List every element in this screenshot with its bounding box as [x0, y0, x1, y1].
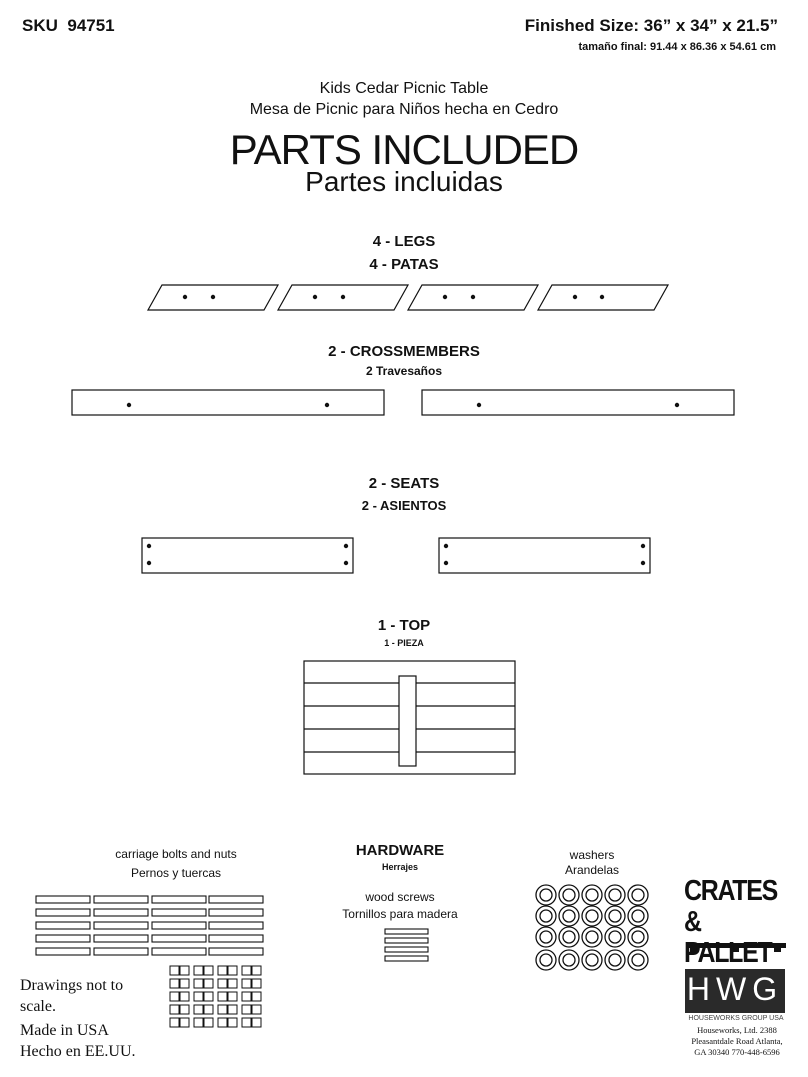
address	[672, 1025, 802, 1058]
legs-label-es: 4 - PATAS	[369, 256, 439, 273]
sku-number: 94751	[67, 16, 115, 35]
address-line: Pleasantdale Road Atlanta,	[691, 1036, 783, 1046]
note-line: scale.	[20, 998, 56, 1015]
crates-pallet-logo	[684, 875, 777, 969]
finished-size-es: tamaño final: 91.44 x 86.36 x 54.61 cm	[578, 41, 776, 53]
leg-part	[538, 285, 668, 310]
notes	[20, 975, 136, 1062]
product-name: Kids Cedar Picnic Table	[319, 80, 489, 97]
hwg-logo: HWG	[686, 971, 784, 1007]
seat-part	[439, 538, 650, 573]
group-name: HOUSEWORKS GROUP USA	[688, 1015, 784, 1022]
crossmembers-label-es: 2 Travesaños	[365, 364, 443, 378]
seats-label: 2 - SEATS	[368, 475, 440, 492]
wood-screws-drawing	[385, 929, 428, 961]
note-line: Hecho en EE.UU.	[20, 1043, 136, 1060]
note-line: Made in USA	[20, 1022, 109, 1039]
washers-label: washers	[569, 848, 615, 862]
carriage-bolts-drawing	[36, 896, 263, 955]
screws-label: wood screws	[365, 890, 435, 904]
washers-label-es: Arandelas	[564, 863, 620, 877]
crossmembers-label: 2 - CROSSMEMBERS	[328, 343, 480, 360]
crossmember-part	[422, 390, 734, 415]
bolts-label: carriage bolts and nuts	[115, 847, 237, 861]
sku-label: SKU	[22, 16, 58, 35]
product-name-es: Mesa de Picnic para Niños hecha en Cedro	[249, 101, 559, 118]
legs-label: 4 - LEGS	[372, 233, 436, 250]
page-title: PARTS INCLUDED	[229, 126, 579, 173]
seat-part	[142, 538, 353, 573]
washers-drawing	[536, 885, 648, 970]
nuts-drawing	[170, 966, 261, 1027]
address-line: Houseworks, Ltd. 2388	[697, 1025, 777, 1035]
top-part	[304, 661, 515, 774]
page-title-es: Partes incluidas	[305, 166, 503, 197]
seats-label-es: 2 - ASIENTOS	[361, 498, 447, 513]
hardware-title: HARDWARE	[355, 842, 445, 859]
screws-label-es: Tornillos para madera	[342, 907, 458, 921]
address-line: GA 30340 770-448-6596	[694, 1047, 780, 1057]
finished-size: Finished Size: 36” x 34” x 21.5”	[524, 16, 778, 35]
top-label-es: 1 - PIEZA	[384, 638, 424, 648]
leg-part	[148, 285, 278, 310]
hardware-title-es: Herrajes	[381, 862, 419, 872]
logo-line: CRATES &	[684, 875, 777, 938]
leg-part	[408, 285, 538, 310]
logo-line: PALLET	[684, 937, 772, 969]
crossmember-part	[72, 390, 384, 415]
note-line: Drawings not to	[20, 977, 124, 994]
bolts-label-es: Pernos y tuercas	[130, 866, 222, 880]
leg-part	[278, 285, 408, 310]
top-label: 1 - TOP	[377, 617, 431, 634]
